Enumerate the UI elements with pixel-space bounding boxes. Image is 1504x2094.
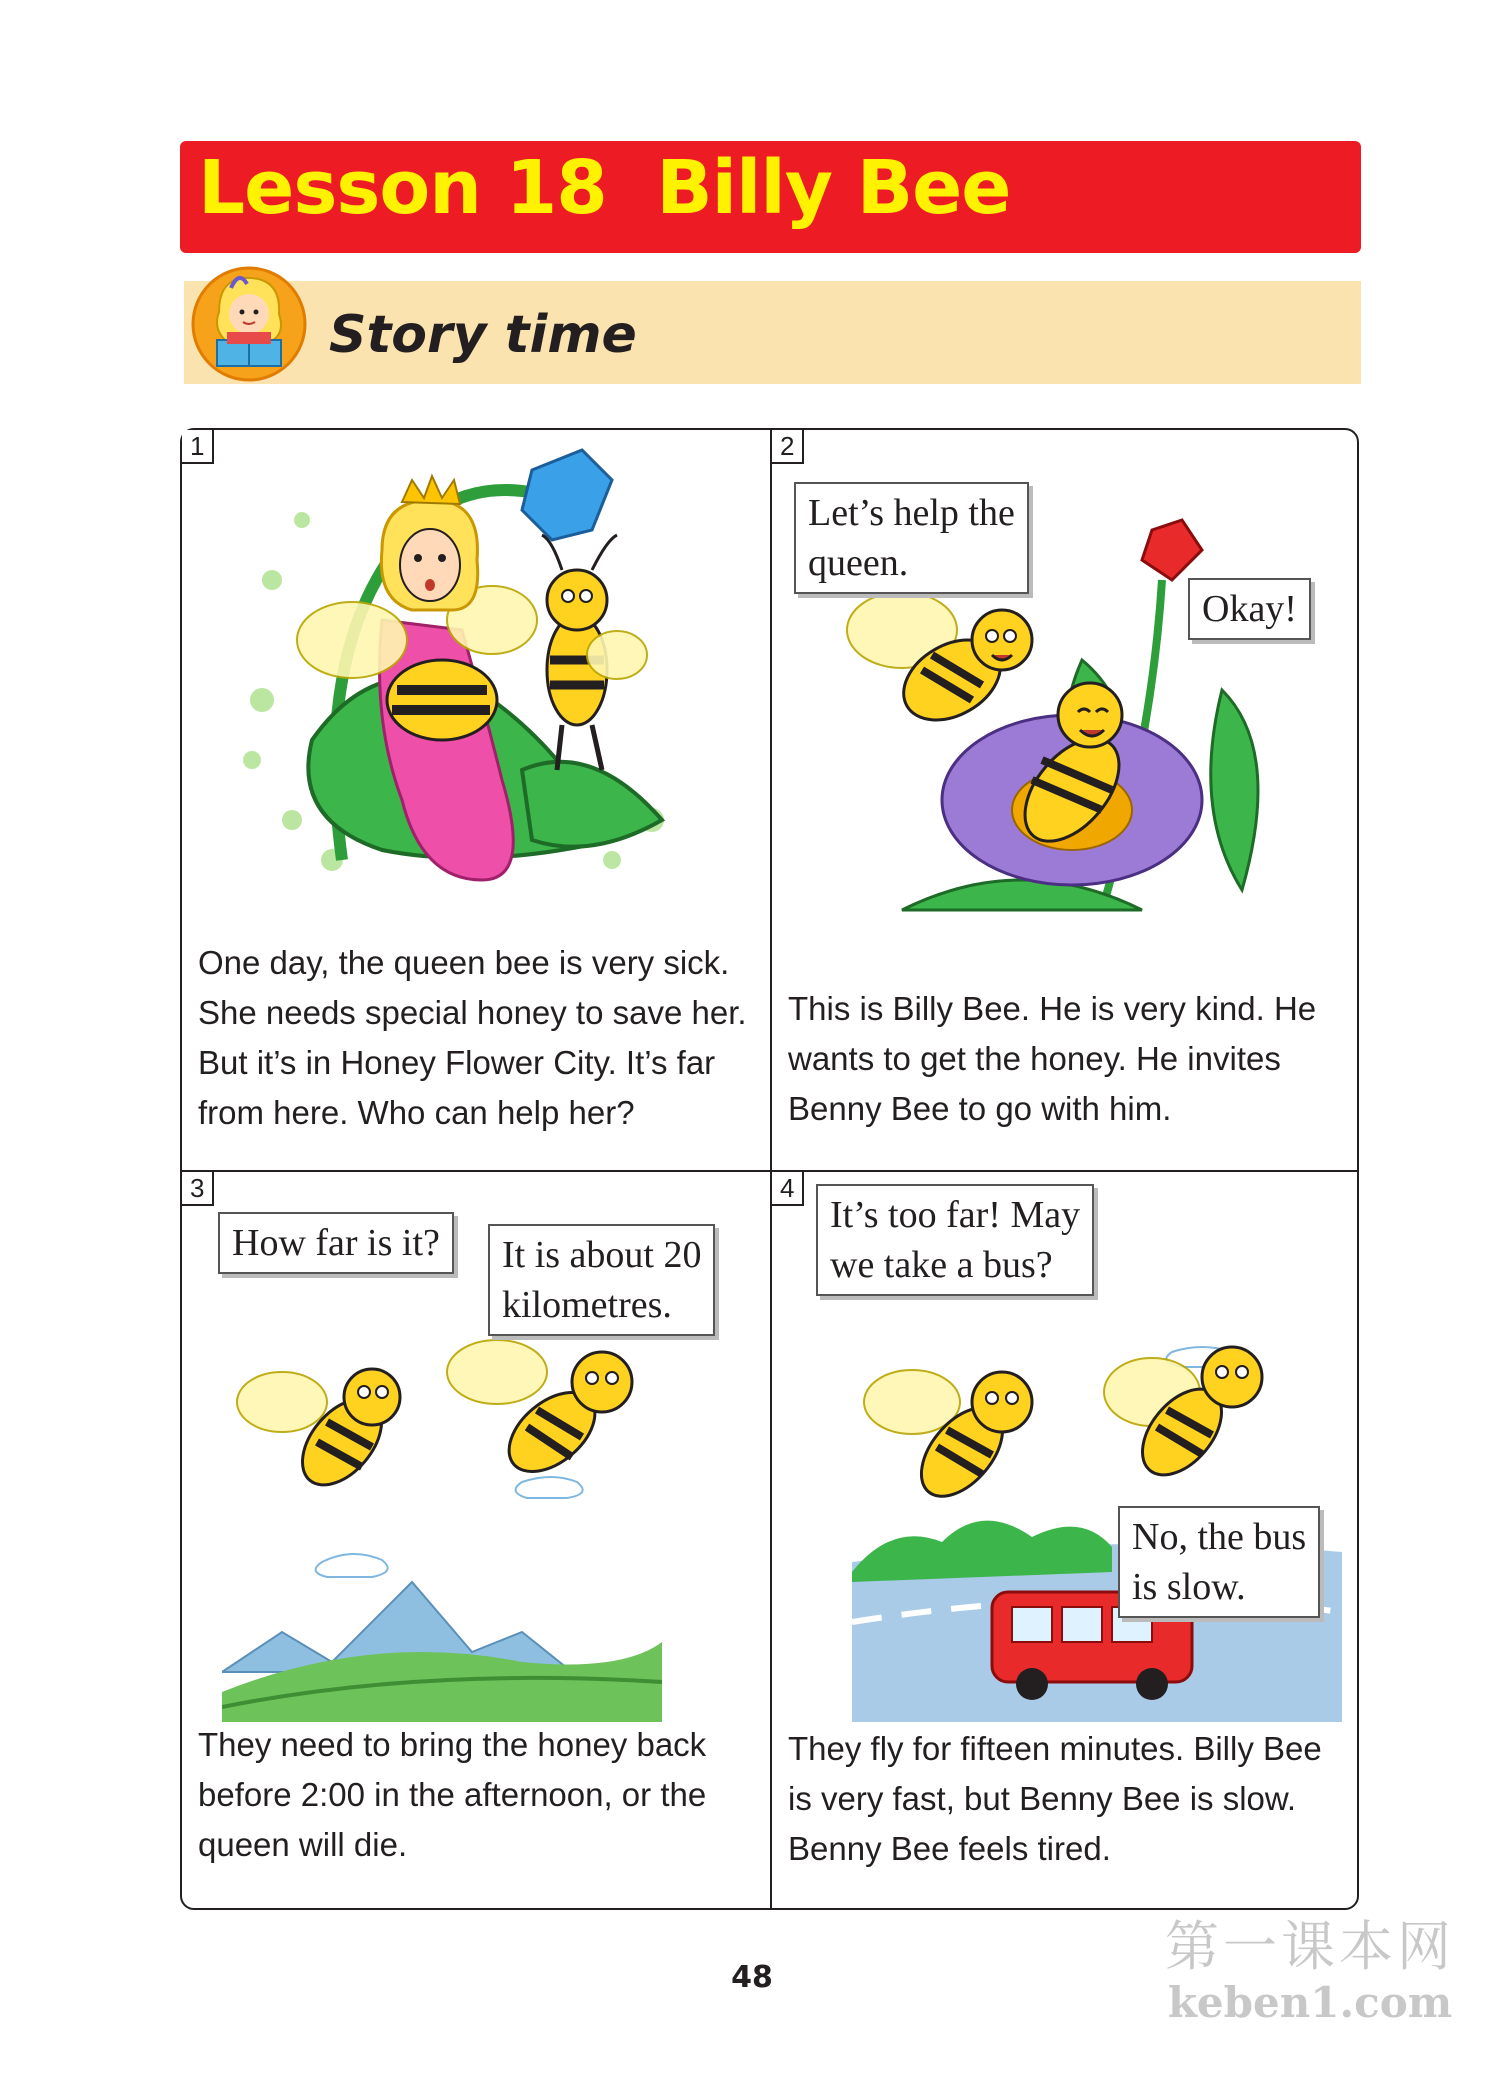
- caption-line: is very fast, but Benny Bee is slow.: [788, 1780, 1297, 1817]
- caption-line: from here. Who can help her?: [198, 1094, 635, 1131]
- panel-number: 1: [182, 430, 214, 464]
- watermark-chinese: 第一课本网: [1165, 1915, 1455, 1978]
- caption-line: They fly for fifteen minutes. Billy Bee: [788, 1730, 1322, 1767]
- panel-caption: [788, 984, 1348, 1134]
- caption-line: before 2:00 in the afternoon, or the: [198, 1776, 707, 1813]
- bubble-line: How far is it?: [232, 1222, 440, 1264]
- queen-bee-illustration: [232, 440, 702, 900]
- bubble-line: No, the bus: [1132, 1516, 1307, 1558]
- bubble-line: is slow.: [1132, 1566, 1246, 1608]
- bubble-line: we take a bus?: [830, 1244, 1053, 1286]
- story-comic-grid: [180, 428, 1359, 1910]
- watermark: [1140, 1915, 1480, 2027]
- speech-bubble-benny: [816, 1184, 1094, 1296]
- story-panel-3: [182, 1172, 770, 1908]
- speech-bubble-benny: [488, 1224, 715, 1336]
- panel-number: 4: [772, 1172, 804, 1206]
- speech-bubble-billy: [794, 482, 1029, 594]
- caption-line: She needs special honey to save her.: [198, 994, 747, 1031]
- panel-caption: [198, 1720, 758, 1870]
- caption-line: One day, the queen bee is very sick.: [198, 944, 730, 981]
- watermark-url: keben1.com: [1167, 1978, 1453, 2027]
- lesson-title: Lesson 18 Billy Bee: [198, 145, 1011, 231]
- speech-bubble-billy: [218, 1212, 454, 1274]
- caption-line: This is Billy Bee. He is very kind. He: [788, 990, 1317, 1027]
- bubble-line: Okay!: [1202, 588, 1297, 630]
- caption-line: Benny Bee feels tired.: [788, 1830, 1111, 1867]
- story-panel-2: [772, 430, 1359, 1170]
- bubble-line: Let’s help the: [808, 492, 1015, 534]
- panel-caption: [788, 1724, 1348, 1874]
- reading-girl-icon: [189, 262, 309, 382]
- section-bar: [184, 281, 1361, 384]
- story-panel-4: [772, 1172, 1359, 1908]
- caption-line: Benny Bee to go with him.: [788, 1090, 1172, 1127]
- bubble-line: It’s too far! May: [830, 1194, 1081, 1236]
- bees-flying-over-hills-illustration: [222, 1332, 742, 1722]
- caption-line: They need to bring the honey back: [198, 1726, 707, 1763]
- panel-caption: [198, 938, 758, 1138]
- story-panel-1: [182, 430, 770, 1170]
- page-number: 48: [731, 1960, 773, 1995]
- speech-bubble-benny: [1188, 578, 1311, 640]
- caption-line: wants to get the honey. He invites: [788, 1040, 1281, 1077]
- panel-number: 3: [182, 1172, 214, 1206]
- section-title: Story time: [329, 305, 637, 365]
- bubble-line: queen.: [808, 542, 909, 584]
- caption-line: queen will die.: [198, 1826, 408, 1863]
- caption-line: But it’s in Honey Flower City. It’s far: [198, 1044, 716, 1081]
- lesson-title-bar: [180, 141, 1361, 253]
- bubble-line: kilometres.: [502, 1284, 672, 1326]
- bubble-line: It is about 20: [502, 1234, 702, 1276]
- speech-bubble-billy: [1118, 1506, 1320, 1618]
- panel-number: 2: [772, 430, 804, 464]
